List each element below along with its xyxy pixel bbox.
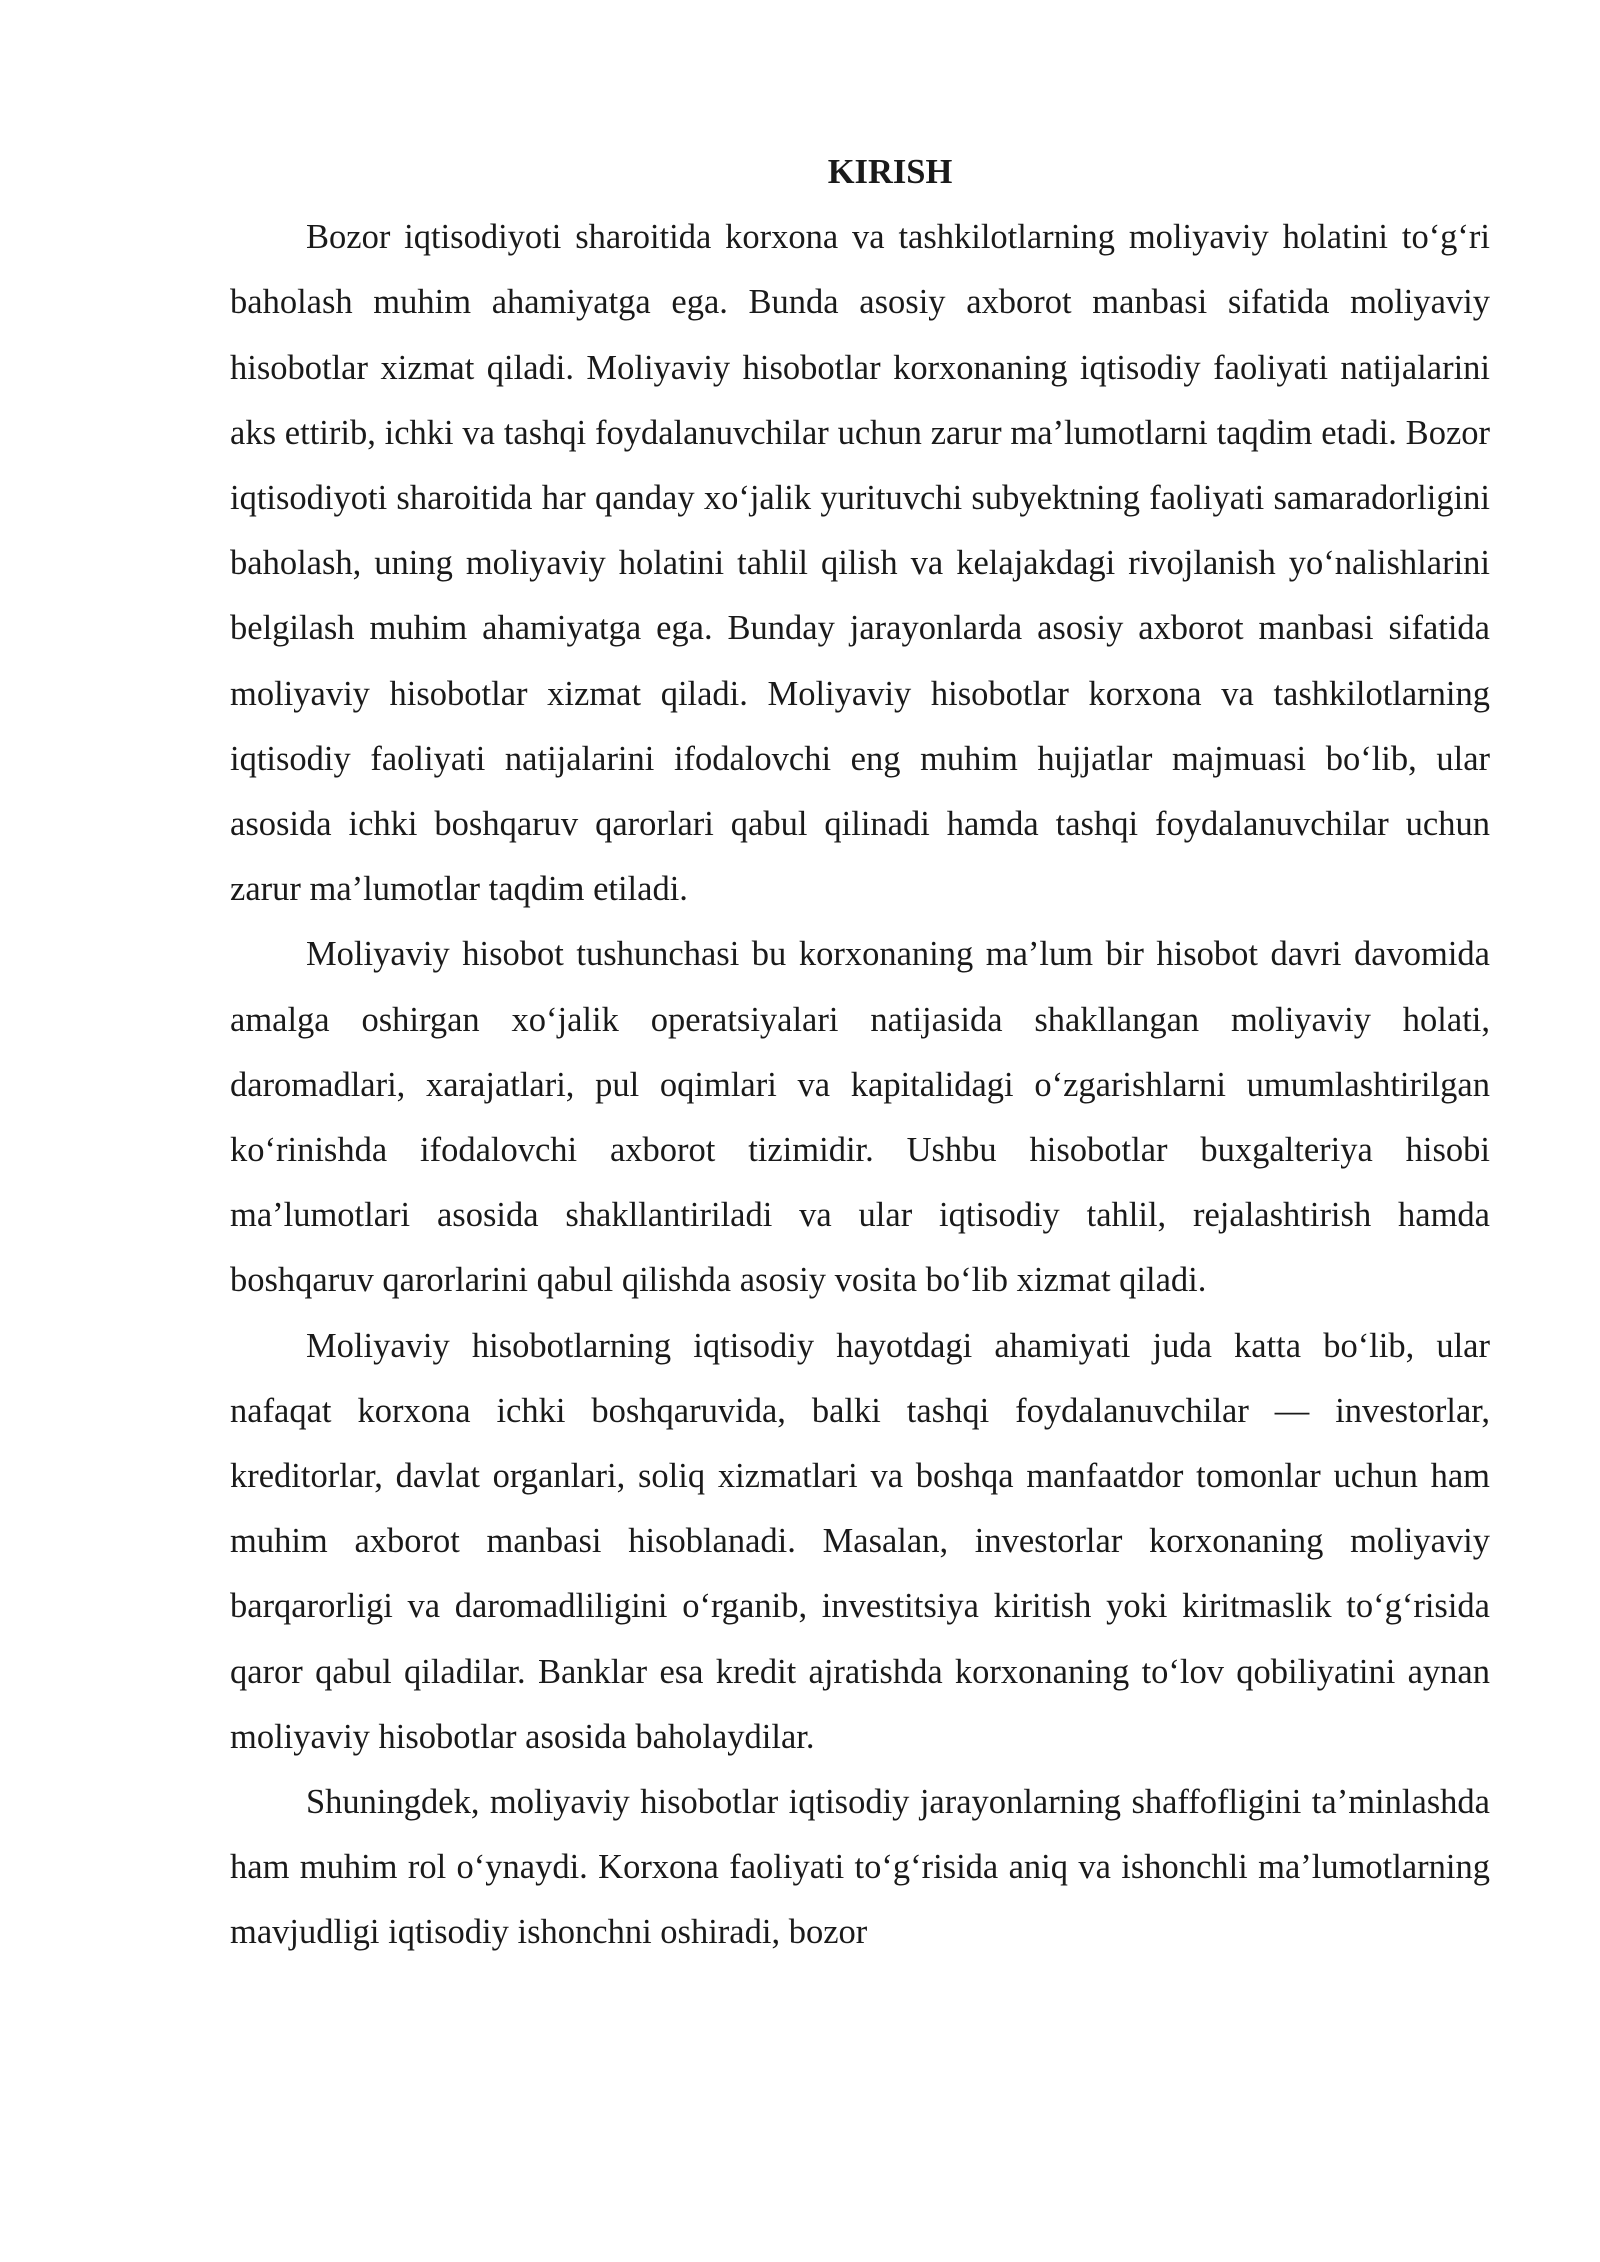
paragraph-1: Bozor iqtisodiyoti sharoitida korxona va tashkilotlarning moliyaviy holatini to‘g‘ri baholash muhim ahamiyatga ega. Bunda asosiy axborot manbasi sifatida moliyaviy hisobotlar xizmat qiladi. Moliyaviy hisobotlar korxonaning iqtisodiy faoliyati natijalarini aks ettirib, ichki va tashqi foydalanuvchilar uchun zarur ma’lumotlarni taqdim etadi. Bozor iqtisodiyoti sharoitida har qanday xo‘jalik yurituvchi subyektning faoliyati samaradorligini baholash, uning moliyaviy holatini tahlil qilish va kelajakdagi rivojlanish yo‘nalishlarini belgilash muhim ahamiyatga ega. Bunday jarayonlarda asosiy axborot manbasi sifatida moliyaviy hisobotlar xizmat qiladi. Moliyaviy hisobotlar korxona va tashkilotlarning iqtisodiy faoliyati natijalarini ifodalovchi eng muhim hujjatlar majmuasi bo‘lib, ular asosida ichki boshqaruv qarorlari qabul qilinadi hamda tashqi foydalanuvchilar uchun zarur ma’lumotlar taqdim etiladi. — [230, 218, 1490, 909]
paragraph-4: Shuningdek, moliyaviy hisobotlar iqtisodiy jarayonlarning shaffofligini ta’minlashda ham muhim rol o‘ynaydi. Korxona faoliyati to‘g‘risida aniq va ishonchli ma’lumotlarning mavjudligi iqtisodiy ishonchni oshiradi, bozor — [230, 1783, 1490, 1952]
section-title: KIRISH — [827, 153, 953, 191]
paragraph-3: Moliyaviy hisobotlarning iqtisodiy hayotdagi ahamiyati juda katta bo‘lib, ular nafaqat korxona ichki boshqaruvida, balki tashqi foydalanuvchilar — investorlar, kreditorlar, davlat organlari, soliq xizmatlari va boshqa manfaatdor tomonlar uchun ham muhim axborot manbasi hisoblanadi. Masalan, investorlar korxonaning moliyaviy barqarorligi va daromadliligini o‘rganib, investitsiya kiritish yoki kiritmaslik to‘g‘risida qaror qabul qiladilar. Banklar esa kredit ajratishda korxonaning to‘lov qobiliyatini aynan moliyaviy hisobotlar asosida baholaydilar. — [230, 1326, 1490, 1756]
document-body — [230, 140, 1490, 1966]
paragraph-2: Moliyaviy hisobot tushunchasi bu korxonaning ma’lum bir hisobot davri davomida amalga oshirgan xo‘jalik operatsiyalari natijasida shakllangan moliyaviy holati, daromadlari, xarajatlari, pul oqimlari va kapitalidagi o‘zgarishlarni umumlashtirilgan ko‘rinishda ifodalovchi axborot tizimidir. Ushbu hisobotlar buxgalteriya hisobi ma’lumotlari asosida shakllantiriladi va ular iqtisodiy tahlil, rejalashtirish hamda boshqaruv qarorlarini qabul qilishda asosiy vosita bo‘lib xizmat qiladi. — [230, 935, 1490, 1300]
